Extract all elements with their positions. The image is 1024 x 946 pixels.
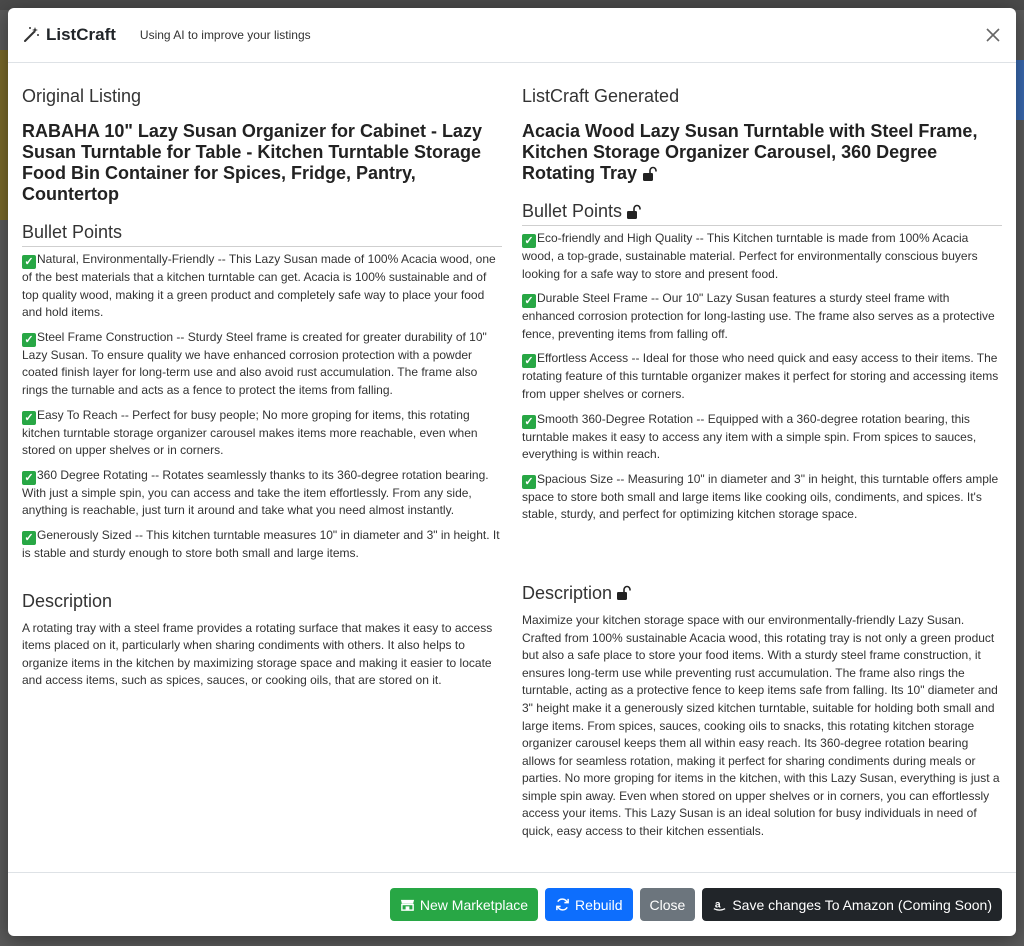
check-mark-icon: ✓ — [22, 411, 36, 425]
magic-wand-icon — [22, 26, 40, 44]
list-item: ✓ 360 Degree Rotating -- Rotates seamlessly thanks to its 360-degree rotation bearing. With just a simple spin, you can access and take the item effortlessly. From any side, anything is reachable, just turn it around and take what you need almost instantly. — [22, 467, 489, 518]
amazon-icon — [712, 897, 727, 912]
list-item: ✓ Spacious Size -- Measuring 10" in diameter and 3" in height, this turntable offers ample space to store both small and large items like cooking oils, condiments, and spices. It's stable, sturdy, and perfect for optimizing kitchen storage space. — [522, 471, 999, 522]
original-description: A rotating tray with a steel frame provides a rotating surface that makes it easy to access items placed on it, particularly when sharing condiments with others. It also helps to organize items in the kitchen by maximizing storage space and making it easier to locate and access items, such as spices, sauces, or cooking oils, that are stored on it. — [22, 620, 493, 688]
check-mark-icon: ✓ — [22, 531, 36, 545]
unlocked-padlock-icon[interactable] — [616, 585, 632, 601]
check-mark-icon: ✓ — [522, 234, 536, 248]
generated-bullet-list — [522, 230, 1002, 524]
list-item: ✓ Effortless Access -- Ideal for those who need quick and easy access to their items. The rotating feature of this turntable organizer makes it perfect for storing and accessing items from upper shelves or corners. — [522, 351, 999, 401]
check-mark-icon: ✓ — [522, 294, 536, 308]
close-button[interactable]: Close — [640, 888, 696, 921]
original-bullet-list — [22, 251, 502, 563]
list-item: ✓ Generously Sized -- This kitchen turntable measures 10" in diameter and 3" in height. It is stable and sturdy enough to store both small and large items. — [22, 527, 500, 560]
original-bullets-heading — [22, 222, 502, 247]
close-icon[interactable] — [982, 24, 1004, 46]
list-item: ✓ Steel Frame Construction -- Sturdy Steel frame is created for greater durability of 10" Lazy Susan. To ensure quality we have enhanced corrosion protection with a powder coated finish layer for long-term use and also avoid rust accumulation. The frame also rings the turnable and acts as a fence to protect the items from falling. — [22, 329, 487, 397]
check-mark-icon: ✓ — [522, 475, 536, 489]
refresh-icon — [555, 897, 570, 912]
unlocked-padlock-icon[interactable] — [626, 204, 642, 220]
original-heading: Original Listing — [22, 86, 142, 106]
rebuild-button[interactable]: Rebuild — [545, 888, 632, 921]
check-mark-icon: ✓ — [522, 415, 536, 429]
generated-title: Acacia Wood Lazy Susan Turntable with Steel Frame, Kitchen Storage Organizer Carousel, 360 Degree Rotating Tray — [522, 121, 978, 183]
brand-tagline: Using AI to improve your listings — [139, 28, 311, 42]
unlocked-padlock-icon[interactable] — [642, 166, 658, 182]
storefront-icon — [400, 897, 415, 912]
original-description-heading: Description — [22, 590, 113, 611]
check-mark-icon: ✓ — [22, 471, 36, 485]
check-mark-icon: ✓ — [22, 255, 36, 269]
check-mark-icon: ✓ — [522, 354, 536, 368]
generated-description-heading: Description — [522, 583, 1002, 604]
generated-description: Maximize your kitchen storage space with our environmentally-friendly Lazy Susan. Crafted from 100% sustainable Acacia wood, this rotating tray is not only a green product but also a safe place to store your food items. With a sturdy steel frame construction, it ensures long-term use while preventing rust accumulation. The frame also rings the turntable, acting as a protective fence to keep items safe from falling. Its 10" diameter and 3" height make it a generously sized kitchen turntable, suitable for holding both small and large items. From spices, sauces, cooking oils to snacks, this rotating kitchen storage organizer carousel keeps them all within easy reach. Its 360-degree rotation bearing allows for seamless rotation, making it perfect for sharing condiments during meals or parties. No more groping for items in the kitchen, with this Lazy Susan, everything is just a simple spin away. Even when stored on upper shelves or in corners, you can effortlessly access your items. This Lazy Susan is an ideal solution for busy individuals in need of quick, easy access to their kitchen essentials. — [522, 612, 1000, 839]
list-item: ✓ Eco-friendly and High Quality -- This Kitchen turntable is made from 100% Acacia wood, a top-grade, sustainable material. Perfect for environmentally conscious buyers looking for a safe way to store and present food. — [522, 231, 978, 281]
generated-listing-column — [522, 64, 1002, 841]
save-to-amazon-button[interactable]: a Save changes To Amazon (Coming Soon) — [702, 888, 1002, 921]
list-item: ✓ Easy To Reach -- Perfect for busy people; No more groping for items, this rotating kitchen turntable storage organizer carousel makes items more reachable, even when stored on upper shelves or in corners. — [22, 407, 478, 458]
list-item: ✓ Durable Steel Frame -- Our 10" Lazy Susan features a sturdy steel frame with enhanced corrosion protection for long-lasting use. The frame also serves as a protective fence, preventing items from falling off. — [522, 291, 995, 341]
list-item: ✓ Natural, Environmentally-Friendly -- This Lazy Susan made of 100% Acacia wood, one of the best materials that a kitchen turntable can get. Acacia is 100% sustainable and of top quality wood, making it a green product and completely safe way to place your food and hold items. — [22, 252, 496, 320]
new-marketplace-button[interactable]: New Marketplace — [390, 888, 538, 921]
original-title: RABAHA 10" Lazy Susan Organizer for Cabinet - Lazy Susan Turntable for Table - Kitchen Turntable Storage Food Bin Container for Spices, Fridge, Pantry, Countertop — [22, 121, 482, 204]
brand-name: ListCraft — [46, 25, 116, 44]
listcraft-modal — [8, 8, 1016, 936]
check-mark-icon: ✓ — [22, 333, 36, 347]
modal-body — [8, 64, 1016, 872]
original-listing-column — [22, 64, 502, 690]
svg-text:a: a — [715, 899, 721, 911]
modal-footer — [8, 872, 1016, 936]
brand — [22, 25, 311, 45]
generated-heading: ListCraft Generated — [522, 86, 680, 106]
modal-header — [8, 8, 1016, 63]
list-item: ✓ Smooth 360-Degree Rotation -- Equipped with a 360-degree rotation bearing, this turntable makes it easy to access any item with a simple spin. From spices to sauces, everything is within reach. — [522, 411, 977, 462]
generated-bullets-heading: Bullet Points — [522, 201, 1002, 226]
bullets-heading-label: Bullet Points — [22, 222, 123, 242]
